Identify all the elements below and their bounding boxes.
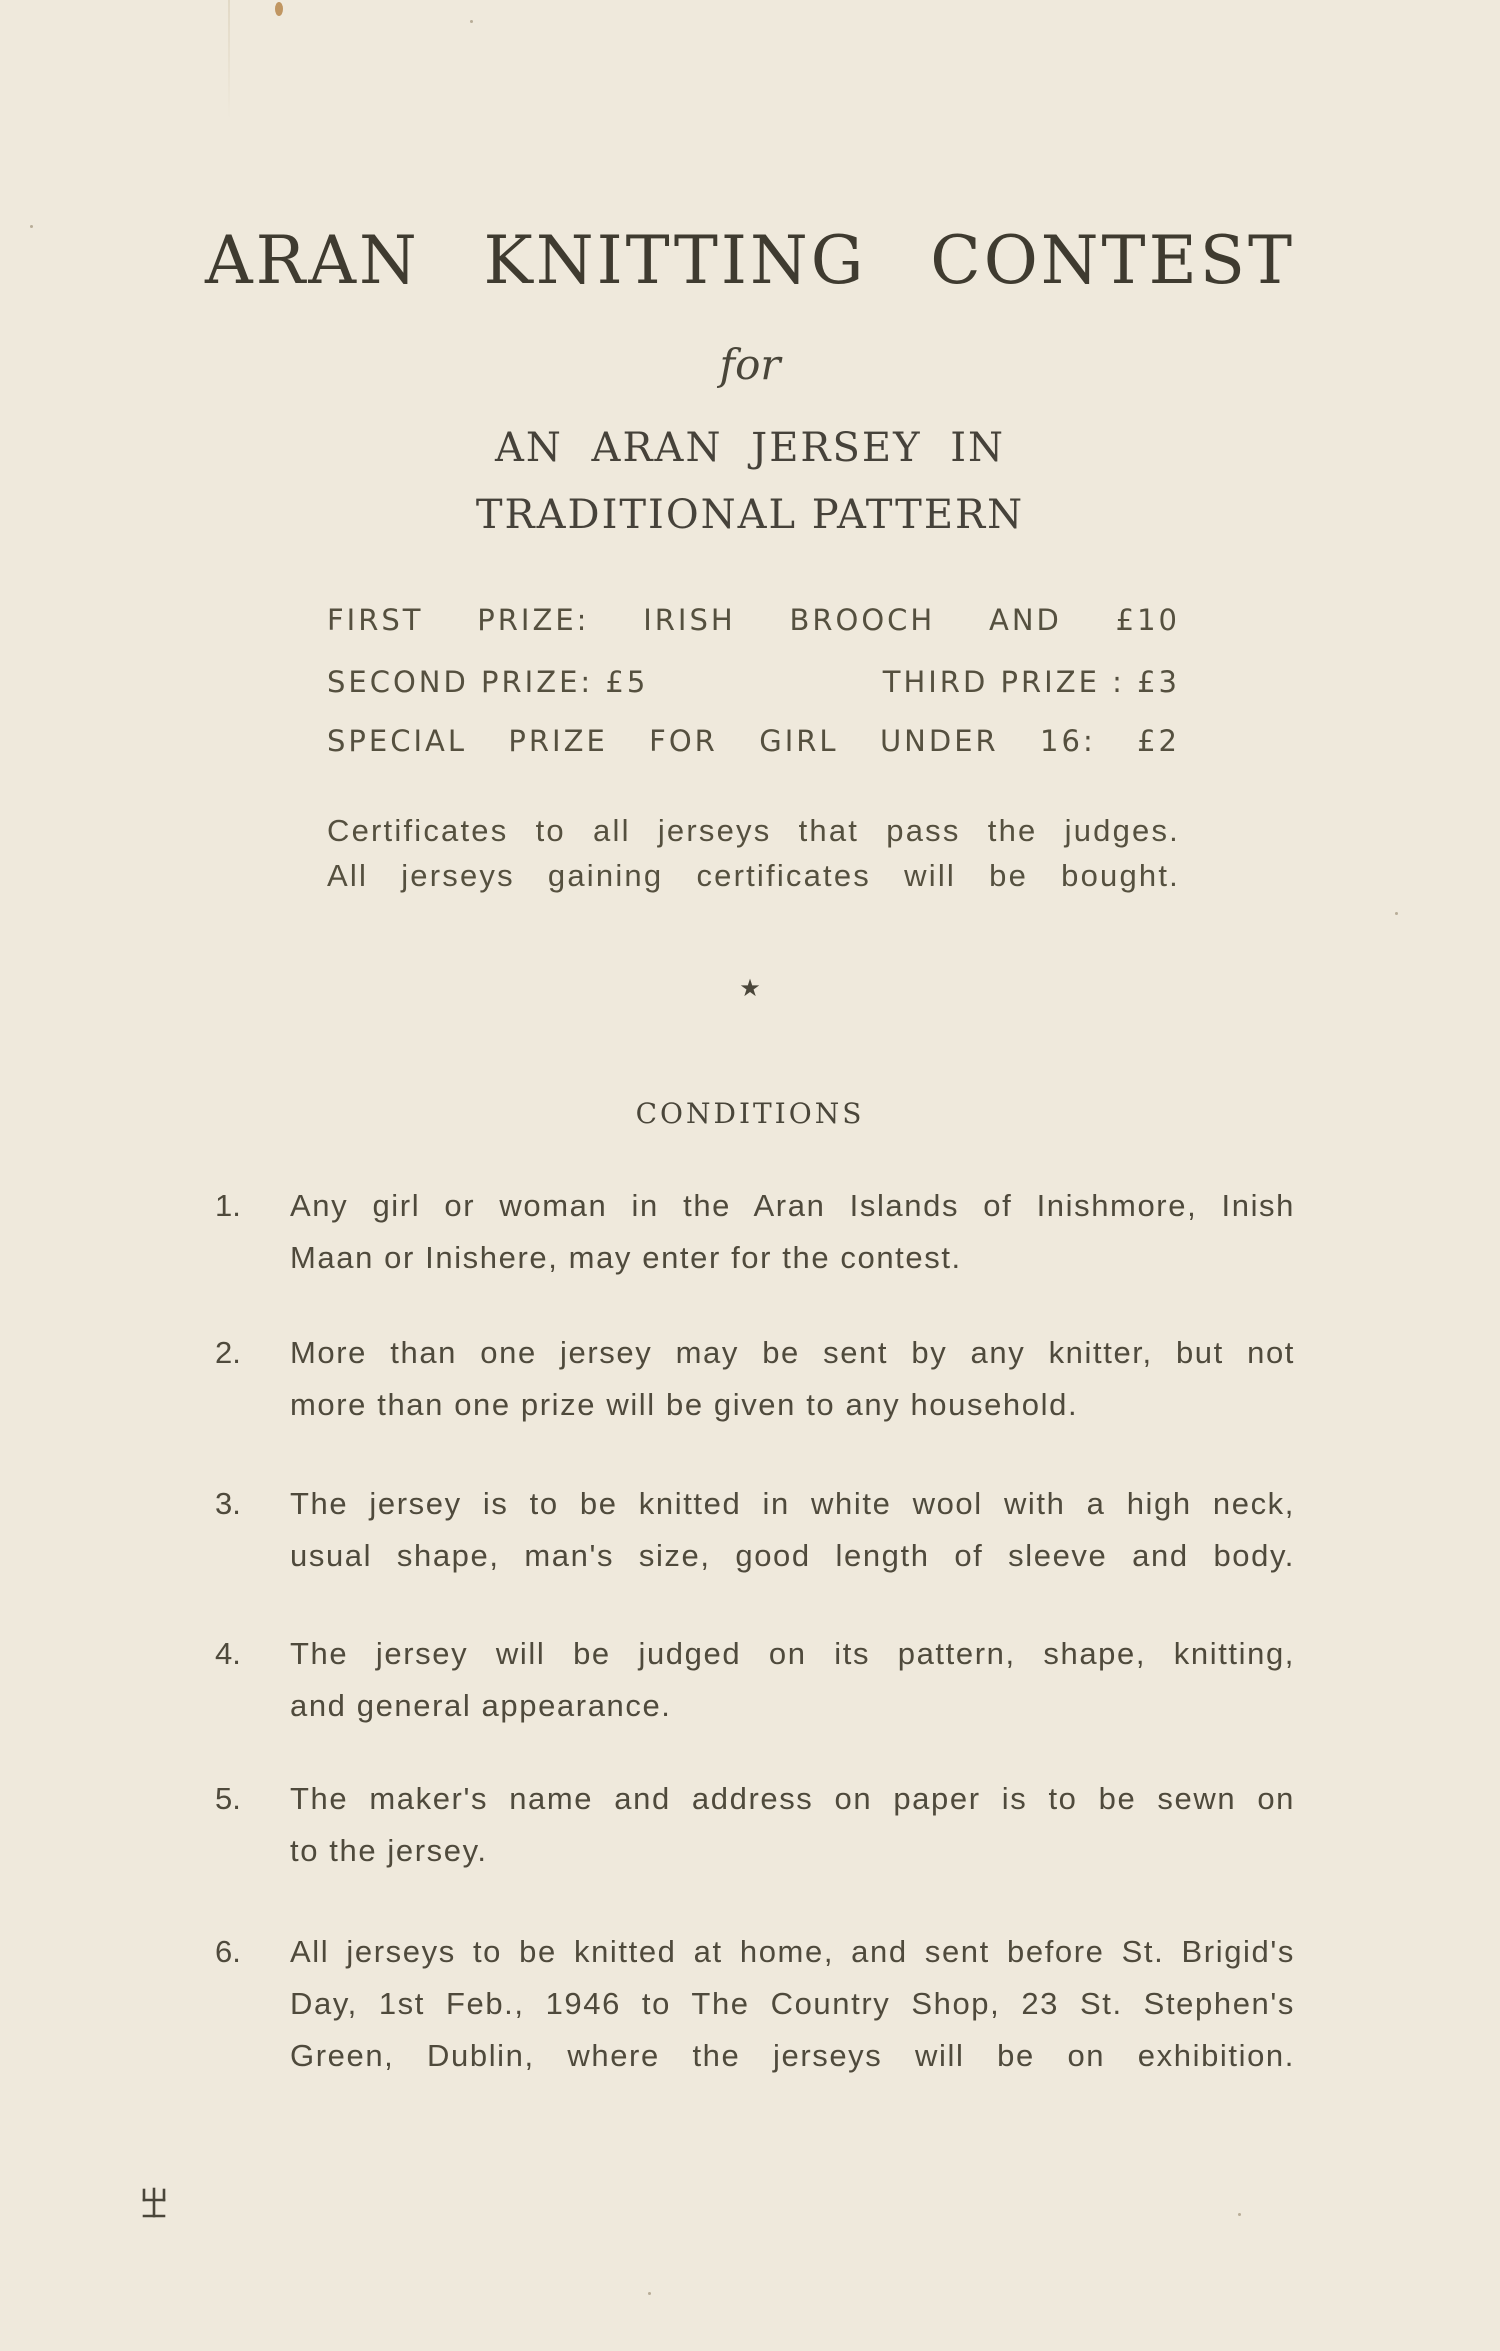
condition-number: 4. <box>215 1636 241 1671</box>
paper-stain <box>275 2 283 16</box>
condition-text: Day, 1st Feb., 1946 to The Country Shop, 23 St. Stephen's <box>290 1986 1295 2021</box>
condition-text: The jersey is to be knitted in white wool with a high neck, <box>290 1486 1295 1521</box>
prize-word: BROOCH <box>789 603 936 637</box>
prize-word: £10 <box>1115 603 1180 637</box>
condition-text: The jersey will be judged on its pattern, shape, knitting, <box>290 1636 1295 1671</box>
page-title <box>205 222 1295 299</box>
paper-speck <box>1238 2213 1241 2216</box>
condition-number: 3. <box>215 1486 241 1521</box>
prize-word: £2 <box>1137 724 1180 758</box>
condition-text: Any girl or woman in the Aran Islands of Inishmore, Inish <box>290 1188 1295 1223</box>
condition-number: 5. <box>215 1781 241 1816</box>
condition-text: more than one prize will be given to any household. <box>290 1387 1079 1422</box>
prize-word: 16: <box>1040 724 1096 758</box>
condition-text: and general appearance. <box>290 1688 672 1723</box>
prize-word: SPECIAL <box>327 724 468 758</box>
paper-fold-shadow <box>228 0 230 120</box>
prize-word: FIRST <box>327 603 424 637</box>
condition-text: Green, Dublin, where the jerseys will be on exhibition. <box>290 2038 1295 2073</box>
paper-speck <box>30 225 33 228</box>
condition-text: Maan or Inishere, may enter for the contest. <box>290 1240 962 1275</box>
condition-text: All jerseys to be knitted at home, and sent before St. Brigid's <box>290 1934 1295 1969</box>
paper-speck <box>470 20 473 23</box>
title-connector: for <box>719 340 781 389</box>
second-prize: SECOND PRIZE: £5 <box>327 665 649 699</box>
prize-word: UNDER <box>879 724 999 758</box>
title-word: CONTEST <box>930 222 1295 299</box>
second-third-prize-row <box>327 665 1180 699</box>
conditions-heading: CONDITIONS <box>635 1097 865 1130</box>
star-icon: ★ <box>739 974 761 1002</box>
condition-text: The maker's name and address on paper is to be sewn on <box>290 1781 1295 1816</box>
first-prize-row <box>327 603 1180 637</box>
subtitle-line-2: TRADITIONAL PATTERN <box>475 492 1025 538</box>
paper-speck <box>1395 912 1398 915</box>
certificates-line-2: All jerseys gaining certificates will be bought. <box>327 858 1180 893</box>
prize-word: PRIZE: <box>477 603 590 637</box>
condition-text: usual shape, man's size, good length of sleeve and body. <box>290 1538 1295 1573</box>
prize-word: FOR <box>649 724 718 758</box>
condition-number: 6. <box>215 1934 241 1969</box>
prize-word: PRIZE <box>508 724 608 758</box>
title-word: KNITTING <box>483 222 867 299</box>
title-word: ARAN <box>205 222 420 299</box>
paper-speck <box>648 2292 651 2295</box>
prize-word: IRISH <box>643 603 736 637</box>
subtitle-line-1: AN ARAN JERSEY IN <box>494 425 1006 471</box>
condition-number: 1. <box>215 1188 241 1223</box>
prize-word: GIRL <box>759 724 839 758</box>
printer-mark-icon <box>140 2187 168 2219</box>
condition-text: to the jersey. <box>290 1833 488 1868</box>
third-prize: THIRD PRIZE : £3 <box>882 665 1180 699</box>
certificates-line-1: Certificates to all jerseys that pass the judges. <box>327 813 1180 848</box>
prize-word: AND <box>988 603 1062 637</box>
condition-text: More than one jersey may be sent by any knitter, but not <box>290 1335 1295 1370</box>
condition-number: 2. <box>215 1335 241 1370</box>
special-prize-row <box>327 724 1180 758</box>
